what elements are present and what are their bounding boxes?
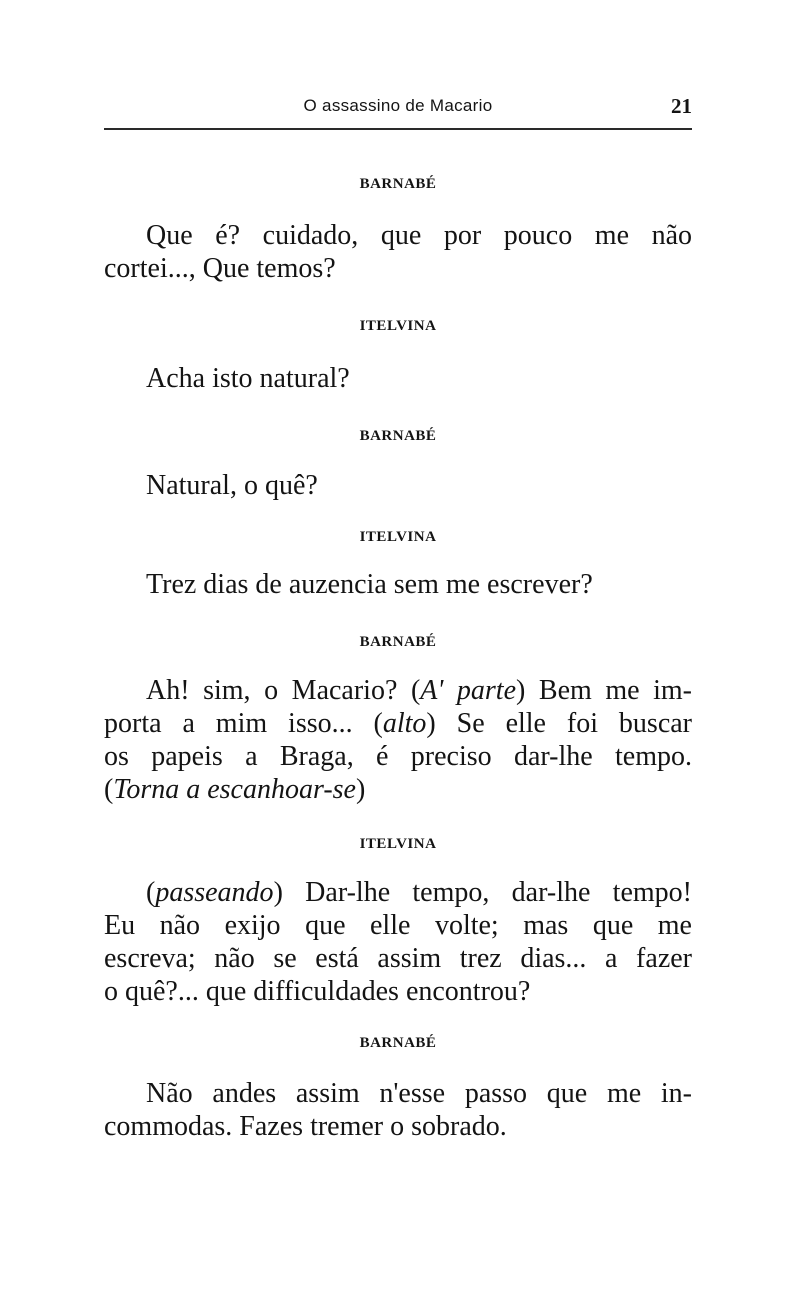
speech-line: [104, 707, 692, 740]
speech-block: [104, 568, 692, 601]
speech-line: [104, 876, 692, 909]
speech-line: Que é? cuidado, que por pouco me não: [146, 220, 692, 251]
speech-text: (: [146, 877, 156, 908]
stage-direction: A' parte: [420, 675, 517, 706]
speaker-name: BARNABÉ: [359, 176, 437, 192]
header-rule: [104, 128, 692, 130]
speech-line: Não andes assim n'esse passo que me in-: [146, 1078, 692, 1109]
speaker-name: BARNABÉ: [359, 428, 437, 444]
stage-direction: passeando: [155, 877, 274, 908]
speech-block: [104, 876, 692, 1008]
speaker-name: ITELVINA: [359, 318, 437, 334]
speaker-name: BARNABÉ: [359, 1035, 437, 1051]
speech-block: [104, 469, 692, 502]
speaker-name: BARNABÉ: [359, 634, 437, 650]
speech-line: commodas. Fazes tremer o sobrado.: [104, 1111, 507, 1142]
speech-block: [104, 219, 692, 285]
speech-line: os papeis a Braga, é preciso dar-lhe tempo.: [104, 741, 692, 772]
speech-line: o quê?... que difficuldades encontrou?: [104, 976, 531, 1007]
speech-line: escreva; não se está assim trez dias... a fazer: [104, 943, 692, 974]
speech-line: [104, 674, 692, 707]
speech-block: [104, 362, 692, 395]
speech-text: porta a mim isso... (: [104, 708, 383, 739]
speech-text: ) Se elle foi buscar: [426, 708, 692, 739]
stage-direction: Torna a escanhoar-se: [113, 774, 356, 805]
speech-line: Trez dias de auzencia sem me escrever?: [146, 569, 593, 600]
speech-text: ) Dar-lhe tempo, dar-lhe tempo!: [273, 877, 692, 908]
speech-text: ) Bem me im-: [516, 675, 692, 706]
stage-direction: alto: [382, 708, 427, 739]
running-head: [104, 94, 692, 122]
speech-line: [104, 773, 692, 806]
speech-text: Ah! sim, o Macario? (: [146, 675, 421, 706]
page-number: 21: [671, 94, 692, 118]
speech-line: Eu não exijo que elle volte; mas que me: [104, 910, 692, 941]
running-title: O assassino de Macario: [303, 96, 493, 115]
speaker-name: ITELVINA: [359, 529, 437, 545]
speaker-name: ITELVINA: [359, 836, 437, 852]
speech-line: Natural, o quê?: [146, 470, 318, 501]
speech-text: (: [104, 774, 114, 805]
speech-block: [104, 1077, 692, 1143]
speech-line: cortei..., Que temos?: [104, 253, 336, 284]
speech-line: Acha isto natural?: [146, 363, 350, 394]
speech-text: ): [355, 774, 366, 805]
speech-block: [104, 674, 692, 806]
